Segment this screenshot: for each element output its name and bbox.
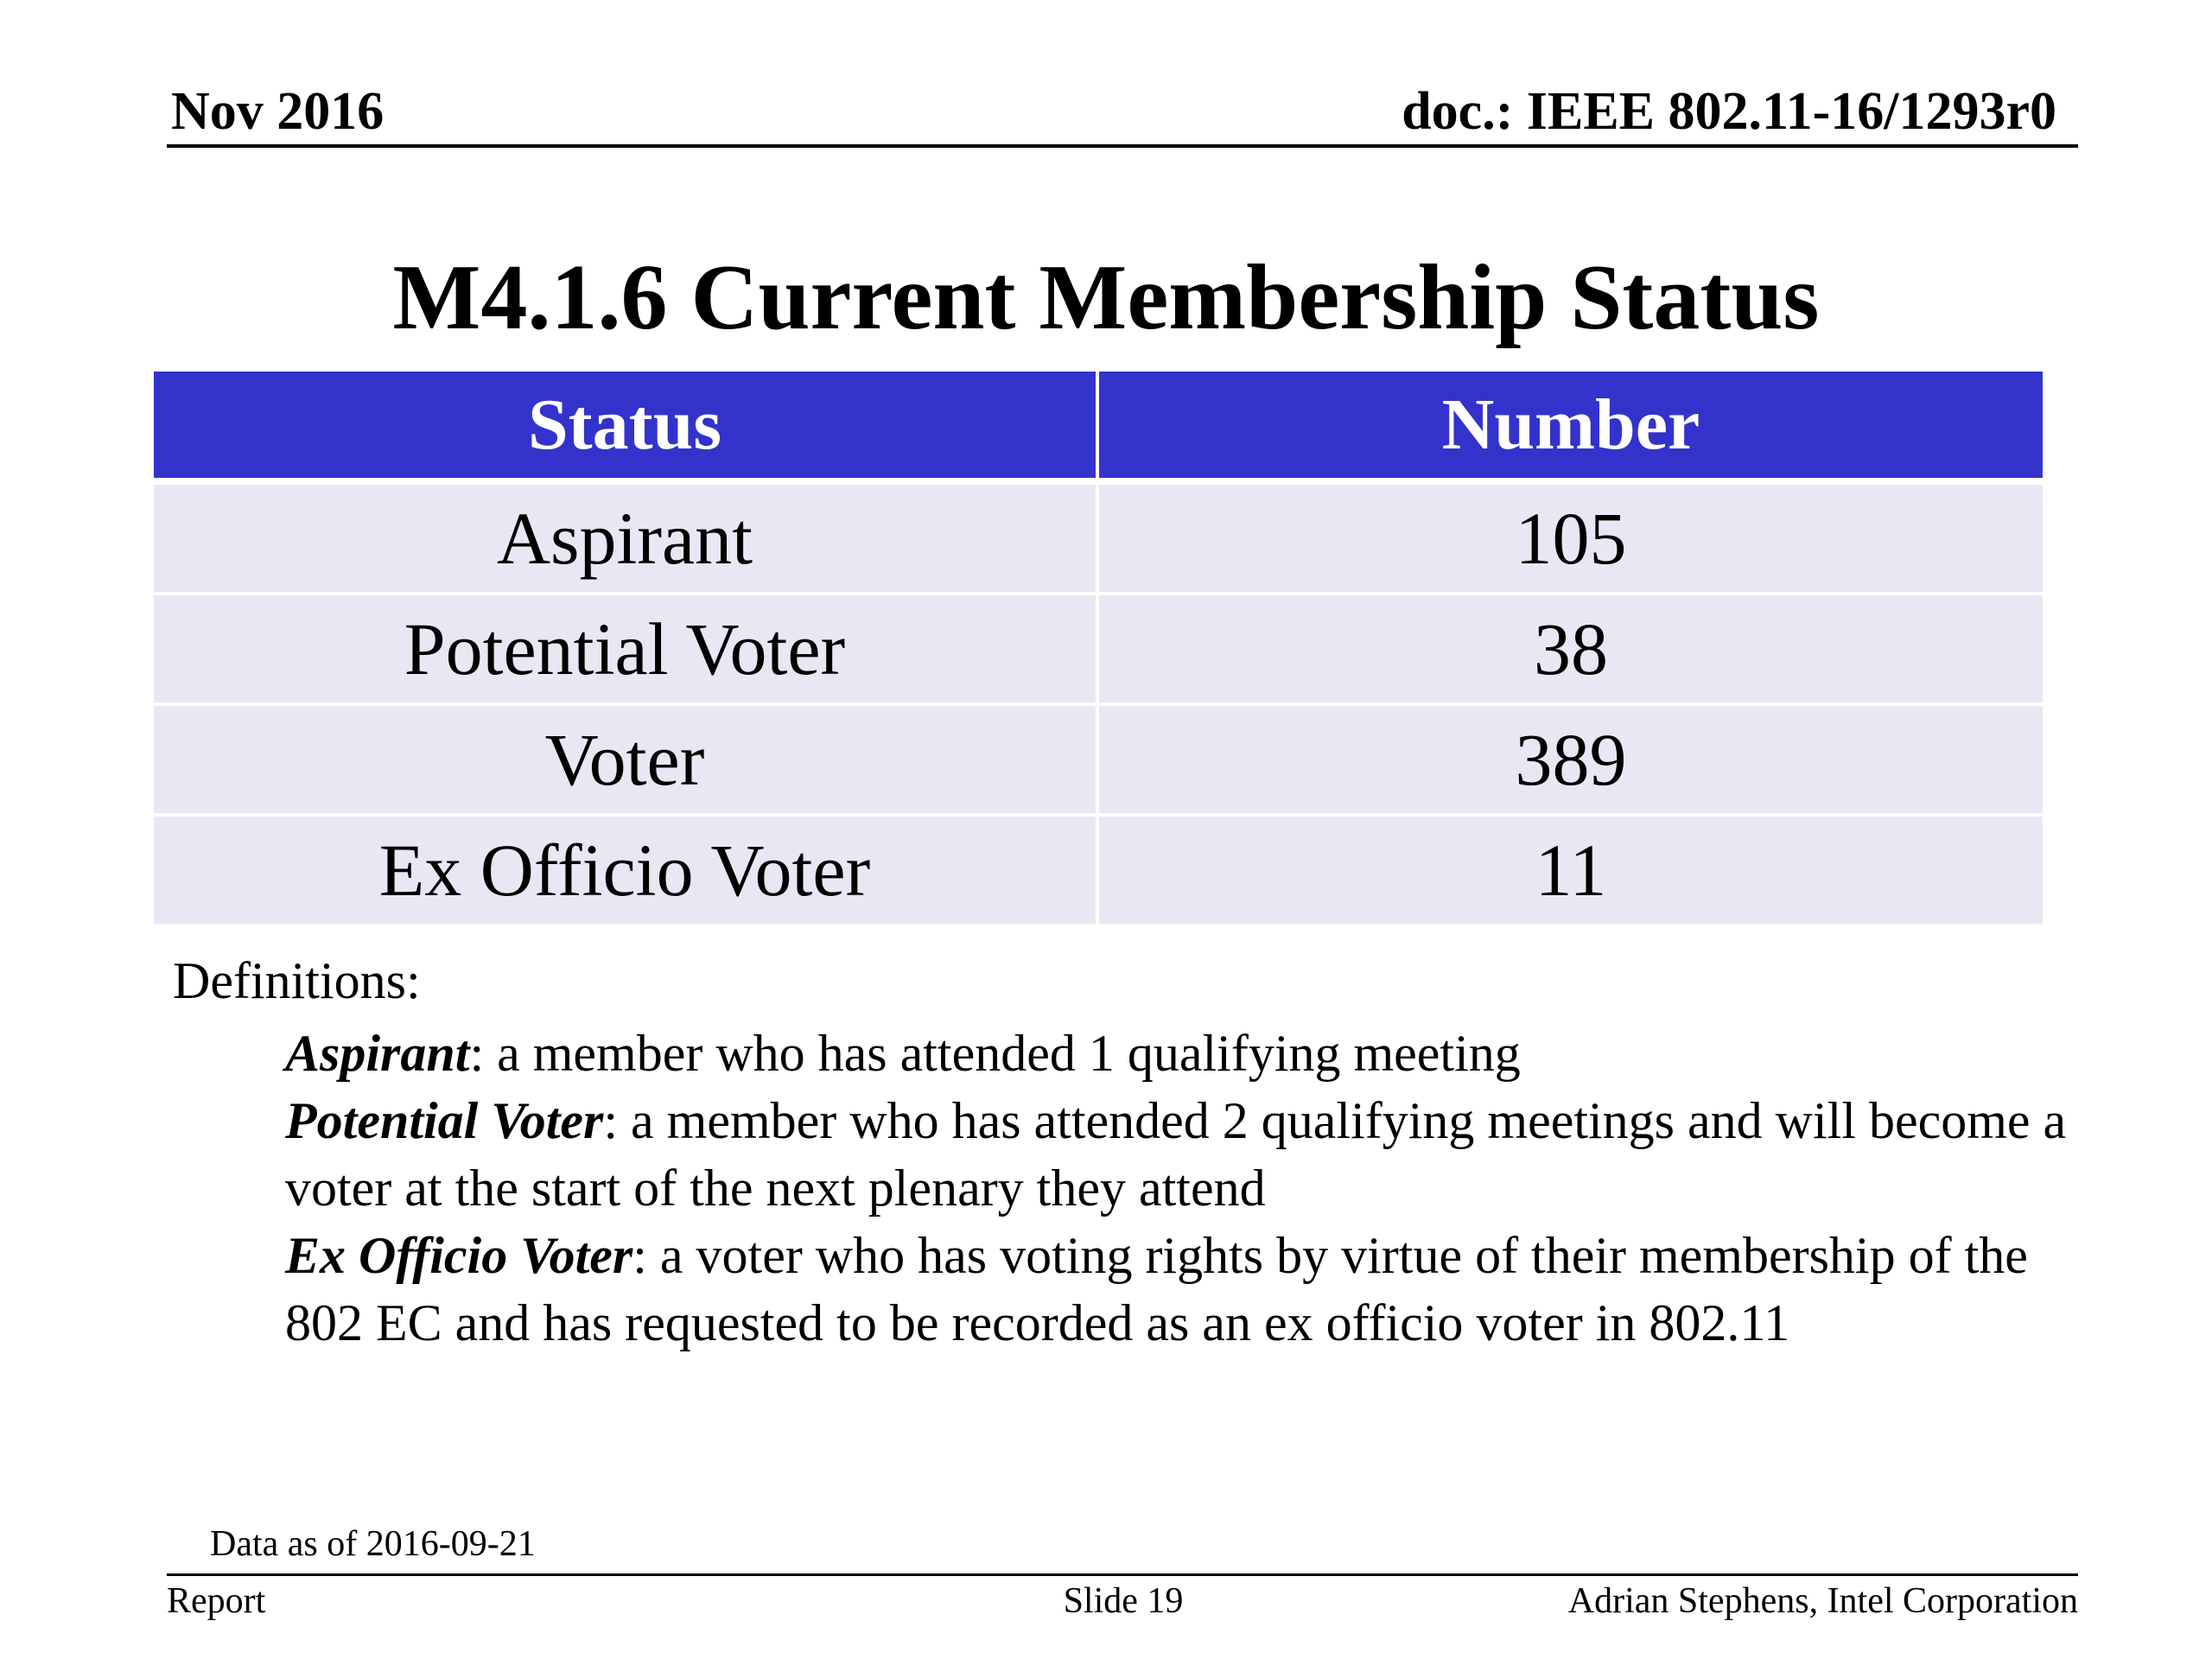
footer-slide-number: Slide 19 [1063, 1581, 1184, 1621]
column-header-status: Status [154, 372, 1097, 481]
status-cell: Aspirant [154, 481, 1097, 594]
number-cell: 11 [1097, 815, 2043, 924]
definition-item [285, 1087, 2082, 1222]
header-rule [167, 144, 2078, 148]
definition-text: : a voter who has voting rights by virtue of their membership of the 802 EC and has requested to be recorded as an ex officio voter in 802.11 [285, 1227, 2028, 1351]
definition-item [285, 1222, 2082, 1357]
table-row [154, 704, 2043, 815]
definition-term: Aspirant [285, 1025, 470, 1082]
table-row [154, 594, 2043, 704]
footer-author: Adrian Stephens, Intel Corporation [1567, 1581, 2078, 1621]
status-cell: Ex Officio Voter [154, 815, 1097, 924]
table-header-row [154, 372, 2043, 481]
definition-term: Potential Voter [285, 1092, 604, 1149]
number-cell: 38 [1097, 594, 2043, 704]
slide-title: M4.1.6 Current Membership Status [392, 246, 1820, 349]
definitions-heading: Definitions: [173, 952, 421, 1009]
header-date: Nov 2016 [171, 82, 385, 141]
table-row [154, 815, 2043, 924]
column-header-number: Number [1097, 372, 2043, 481]
header-doc-id: doc.: IEEE 802.11-16/1293r0 [1402, 82, 2056, 141]
definition-text: : a member who has attended 2 qualifying meetings and will become a voter at the start of the next plenary they attend [285, 1092, 2067, 1217]
definitions-list [285, 1020, 2082, 1357]
status-cell: Potential Voter [154, 594, 1097, 704]
definition-term: Ex Officio Voter [285, 1227, 633, 1284]
footer-rule [167, 1573, 2078, 1576]
membership-table [154, 372, 2043, 924]
footer-left: Report [167, 1581, 266, 1621]
number-cell: 389 [1097, 704, 2043, 815]
number-cell: 105 [1097, 481, 2043, 594]
definition-text: : a member who has attended 1 qualifying meeting [469, 1025, 1521, 1082]
status-cell: Voter [154, 704, 1097, 815]
definition-item [285, 1020, 2082, 1087]
table-row [154, 481, 2043, 594]
data-as-of-note: Data as of 2016-09-21 [210, 1524, 536, 1564]
